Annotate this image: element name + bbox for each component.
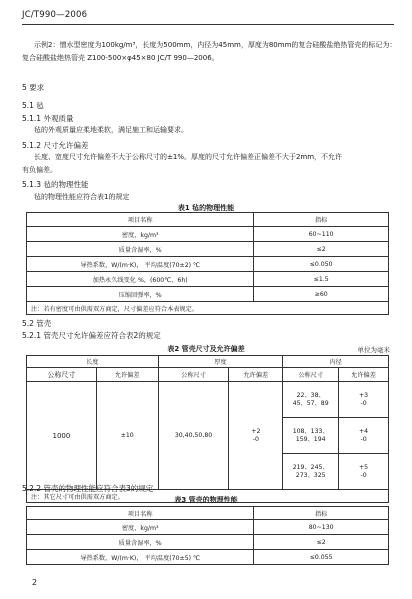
- table-row: [27, 535, 389, 550]
- table-2-length-tolerance: ±10: [96, 382, 158, 490]
- section-5-2-heading: 5.2 管壳: [22, 319, 52, 328]
- size-line: 273、325: [295, 471, 326, 479]
- table-2-group-thickness: 厚度: [158, 356, 283, 368]
- table-1: [26, 212, 389, 315]
- table-3-header-value: 指标: [254, 507, 389, 520]
- tolerance-plus: +4: [358, 427, 369, 435]
- table-cell: 加热永久线变化 %，(600℃，6h): [27, 272, 254, 287]
- size-line: 108、133、: [292, 427, 329, 435]
- table-1-header-value: 指标: [254, 213, 389, 227]
- table-2-header: 允许偏差: [339, 368, 389, 382]
- table-1-caption: 表1 毡的物理性能: [177, 204, 235, 212]
- section-5-heading: 5 要求: [22, 83, 45, 92]
- table-cell: ≤2: [254, 242, 389, 257]
- table-2-header: 允许偏差: [96, 368, 158, 382]
- table-3-caption: 表3 管壳的物理性能: [174, 496, 238, 504]
- table-header-row: [27, 213, 389, 227]
- table-cell: 密度，kg/m³: [27, 520, 254, 535]
- table-cell: 质量含湿率，%: [27, 242, 254, 257]
- example-line-2: 复合硅酸盐绝热管壳 Z100-500×φ45×80 JC/T 990—2006。: [22, 54, 219, 62]
- table-2-inner-tolerance: [339, 418, 389, 454]
- table-cell: 导热系数，W/(m·K)， 平均温度(70±5) ℃: [27, 550, 254, 565]
- table-2-inner-sizes: [283, 418, 339, 454]
- table-1-note: 注：若有密度可由供需双方商定，尺寸偏差应符合本表规定。: [27, 302, 389, 315]
- section-5-1-2-heading: 5.1.2 尺寸允许偏差: [22, 141, 89, 150]
- table-header-row: [27, 507, 389, 520]
- page-number: 2: [32, 578, 38, 587]
- table-2-inner-sizes: [283, 382, 339, 418]
- table-cell: 导热系数，W/(m·K)， 平均温度(70±2) ℃: [27, 257, 254, 272]
- table-cell: ≤2: [254, 535, 389, 550]
- table-2-inner-sizes: [283, 454, 339, 490]
- table-2-caption: 表2 管壳尺寸及允许偏差: [167, 345, 245, 353]
- table-2-header: 公称尺寸: [27, 368, 97, 382]
- example-line-1: 示例2：憎水型密度为100kg/m³，长度为500mm，内径为45mm，厚度为80mm的复合硅酸盐绝热管壳的标记为：: [34, 41, 397, 49]
- table-2-inner-tolerance: [339, 382, 389, 418]
- section-5-1-heading: 5.1 毡: [22, 101, 44, 110]
- section-5-2-2-heading: 5.2.2 管壳的物理性能应符合表3的规定: [22, 484, 154, 493]
- table-2-unit: 单位为毫米: [357, 346, 390, 354]
- size-line: 159、194: [295, 435, 326, 443]
- section-5-1-3-heading: 5.1.3 毡的物理性能: [22, 180, 89, 189]
- table-2-thickness-values: 30,40,50,80: [158, 382, 229, 490]
- paragraph-5-1-3: 毡的物理性能应符合表1的规定: [34, 193, 130, 201]
- document-header: JC/T990—2006: [22, 10, 88, 20]
- table-3: [26, 506, 389, 565]
- table-2-header: 公称尺寸: [158, 368, 229, 382]
- table-2-header: 允许偏差: [229, 368, 283, 382]
- paragraph-5-1-1: 毡的外观质量应柔地柔软，满足施工和运输要求。: [34, 126, 188, 134]
- table-2-group-inner-diameter: 内径: [283, 356, 389, 368]
- table-row: [27, 382, 389, 418]
- header-rule: [22, 24, 394, 25]
- table-cell: 80~130: [254, 520, 389, 535]
- table-row: [27, 272, 389, 287]
- table-2-header: 公称尺寸: [283, 368, 339, 382]
- tolerance-minus: -0: [252, 435, 259, 443]
- size-line: 45、57、89: [292, 399, 329, 407]
- table-2-group-length: 长度: [27, 356, 159, 368]
- paragraph-5-1-2-line-1: 长度、宽度尺寸允许偏差不大于公称尺寸的±1%。厚度的尺寸允许偏差正偏差不大于2mm，不允许: [34, 153, 343, 161]
- tolerance-plus: +5: [358, 463, 369, 471]
- table-2-note: 注：其它尺寸可由供需双方商定。: [27, 490, 389, 503]
- table-2: [26, 355, 389, 503]
- table-row: [27, 227, 389, 242]
- section-5-1-1-heading: 5.1.1 外观质量: [22, 114, 74, 123]
- table-2-inner-tolerance: [339, 454, 389, 490]
- table-row: [27, 242, 389, 257]
- table-cell: ≤0.050: [254, 257, 389, 272]
- tolerance-plus: +2: [251, 427, 261, 435]
- tolerance-minus: -0: [360, 435, 367, 443]
- table-cell: ≥60: [254, 287, 389, 302]
- table-1-header-item: 项目名称: [27, 213, 254, 227]
- table-cell: 压缩回弹率，%: [27, 287, 254, 302]
- section-5-2-1-heading: 5.2.1 管壳尺寸允许偏差应符合表2的规定: [22, 331, 161, 340]
- table-cell: 60~110: [254, 227, 389, 242]
- table-row: [27, 520, 389, 535]
- table-row: [27, 550, 389, 565]
- tolerance-minus: -0: [360, 399, 367, 407]
- tolerance-minus: -0: [360, 471, 367, 479]
- size-line: 219、245、: [292, 463, 329, 471]
- size-line: 22、38、: [296, 391, 325, 399]
- table-2-thickness-tolerance: [229, 382, 283, 490]
- table-header-row: [27, 356, 389, 368]
- paragraph-5-1-2-line-2: 有负偏差。: [22, 166, 57, 174]
- table-cell: 密度，kg/m³: [27, 227, 254, 242]
- table-row: [27, 257, 389, 272]
- tolerance-plus: +3: [358, 391, 369, 399]
- table-note-row: [27, 302, 389, 315]
- table-row: [27, 287, 389, 302]
- table-3-header-item: 项目名称: [27, 507, 254, 520]
- table-cell: ≤1.5: [254, 272, 389, 287]
- table-header-row: [27, 368, 389, 382]
- table-2-length-value: 1000: [27, 382, 97, 490]
- table-cell: ≤0.055: [254, 550, 389, 565]
- table-cell: 质量含湿率，%: [27, 535, 254, 550]
